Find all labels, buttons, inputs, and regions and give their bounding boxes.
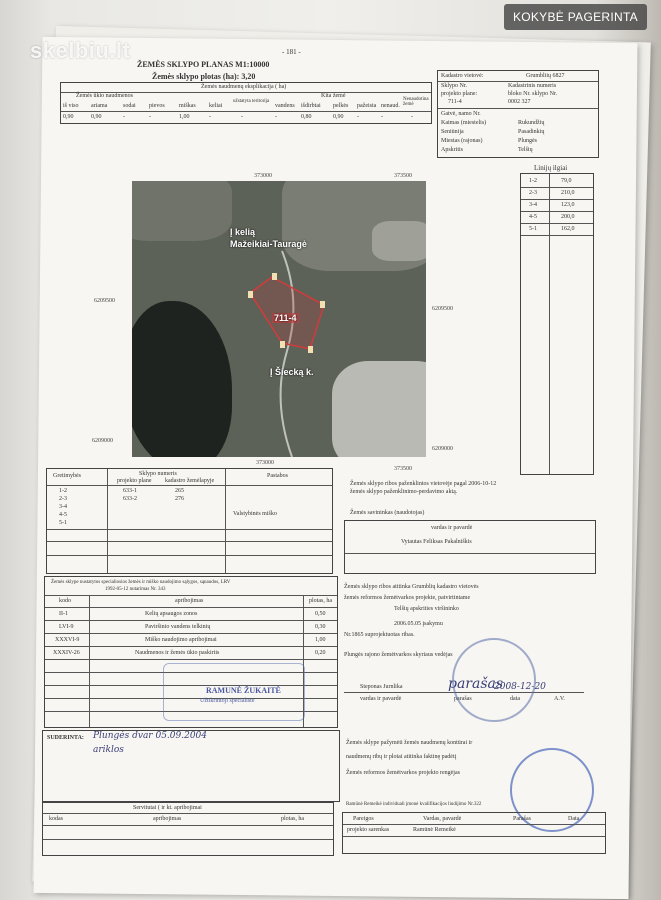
divider — [438, 81, 598, 82]
cadastre-row-label: Gatvė, namo Nr. — [441, 111, 481, 117]
parcel-point-marker — [248, 291, 253, 298]
cadastre-row-value: Plungės — [518, 138, 538, 144]
line-segment: 2-3 — [529, 190, 537, 196]
designer-table — [342, 812, 606, 854]
col-unused: nenaud. — [381, 103, 400, 109]
designer-role: projekto sarenkas — [347, 827, 390, 833]
restriction-area: 1,00 — [315, 637, 326, 643]
cadastre-row-label: Apskritis — [441, 147, 464, 153]
divider — [47, 541, 332, 542]
other-header: Kita žemė — [321, 93, 346, 99]
line-length: 123,0 — [561, 202, 575, 208]
neighbor-segment: 2-3 — [59, 496, 67, 502]
divider — [521, 235, 593, 236]
plan-area: Žemės sklypo plotas (ha): 3,20 — [152, 72, 256, 81]
coord-top-left: 373000 — [254, 173, 272, 179]
servitudes-table — [42, 802, 334, 856]
designer-col: Pareigos — [353, 816, 374, 822]
line-segment: 4-5 — [529, 214, 537, 220]
approval-line: Plungės rajono žemėtvarkos skyriaus vedėjas — [344, 652, 453, 658]
servitudes-col: kodas — [49, 816, 63, 822]
cadastre-row-value: Kadastrinis numeris — [508, 83, 557, 89]
val-meadows: - — [149, 114, 151, 120]
divider — [47, 529, 332, 530]
divider — [521, 187, 593, 188]
coord-right-bottom: 6209000 — [432, 446, 453, 452]
line-segment: 3-4 — [529, 202, 537, 208]
val-damaged: - — [357, 114, 359, 120]
neighbors-header: Gretimybės — [53, 473, 81, 479]
marking-note: Žemės sklypo ribos paženklintos vietovėje pagal 2006-10-12 — [350, 481, 497, 487]
col-meadows: pievos — [149, 103, 165, 109]
stamp-name: RAMUNĖ ŽUKAITĖ — [206, 686, 281, 695]
approver-signature: parašas — [448, 676, 504, 692]
sig-label: data — [510, 696, 520, 702]
neighbors-header: Pastabos — [267, 473, 288, 479]
agreed-label: SUDERINTA: — [47, 735, 84, 741]
col-unusable: Nenaudotina žemė — [403, 97, 429, 107]
map-label-south: Į Šiecką k. — [270, 367, 314, 377]
servitudes-col: plotas, ha — [281, 816, 304, 822]
val-total: 0,90 — [63, 114, 74, 120]
marking-note-2: žemės sklypo paženklinimo-perdavimo aktą. — [350, 489, 458, 495]
cadastre-label: Kadastro vietovė: — [441, 73, 484, 79]
cadastre-box — [437, 70, 599, 158]
servitudes-col: apribojimas — [153, 816, 182, 822]
cadastre-row-value: Rukundžių — [518, 120, 545, 126]
divider — [521, 199, 593, 200]
neighbor-segment: 3-4 — [59, 504, 67, 510]
neighbor-segment: 1-2 — [59, 488, 67, 494]
line-length: 79,0 — [561, 178, 572, 184]
approval-line: žemės reformos žemėtvarkos projekte, patvirtintame — [344, 595, 471, 601]
col-damaged: pažeista — [357, 103, 377, 109]
land-plan-document — [32, 48, 632, 896]
approval-line: 2006.05.05 įsakymu — [394, 621, 443, 627]
coord-left-bottom: 6209000 — [92, 438, 113, 444]
watermark: skelbiu.lt — [30, 38, 131, 63]
restrictions-col: apribojimas — [175, 598, 204, 604]
sig-label: parašas — [454, 696, 472, 702]
neighbor-cadastre: 265 — [175, 488, 184, 494]
divider — [89, 595, 90, 727]
neighbor-cadastre: 276 — [175, 496, 184, 502]
divider — [549, 174, 550, 474]
bottom-right-line: naudmenų ribų ir plotai atitinka faktinę padėtį — [346, 754, 457, 760]
restriction-code: XXXIV-26 — [53, 650, 80, 656]
approval-stamp — [163, 663, 305, 721]
col-swamp: pelkės — [333, 103, 349, 109]
line-length: 162,0 — [561, 226, 575, 232]
cadastre-row-label: 711-4 — [448, 99, 462, 105]
neighbor-project: 633-2 — [123, 496, 137, 502]
neighbors-subheader: projekto plane — [117, 478, 152, 484]
val-built: - — [241, 114, 243, 120]
col-water: vandens — [275, 103, 295, 109]
divider — [61, 111, 431, 112]
restrictions-col: kodo — [59, 598, 71, 604]
restriction-area: 0,20 — [315, 650, 326, 656]
neighbor-segment: 4-5 — [59, 512, 67, 518]
quality-badge: KOKYBĖ PAGERINTA — [504, 4, 647, 30]
restriction-name: Kelių apsaugos zonos — [145, 611, 198, 617]
cadastre-row-label: Sklypo Nr. — [441, 83, 468, 89]
divider — [43, 839, 333, 840]
neighbor-project: 633-1 — [123, 488, 137, 494]
approval-line: Žemės sklypo ribos atitinka Grumblių kadastro vietovės — [344, 584, 479, 590]
line-length: 200,0 — [561, 214, 575, 220]
designer-col: Vardas, pavardė — [423, 816, 462, 822]
plan-title: ŽEMĖS SKLYPO PLANAS M1:10000 — [137, 60, 270, 69]
val-arable: 0,90 — [91, 114, 102, 120]
val-unused: - — [381, 114, 383, 120]
page-number: - 181 - — [282, 48, 301, 56]
parcel-point-marker — [308, 346, 313, 353]
bottom-right-line: Žemės reformos žemėtvarkos projekto rengėjas — [346, 770, 460, 776]
agreed-handwriting-2: ariklos — [93, 745, 124, 755]
col-gardens: sodai — [123, 103, 136, 109]
val-forest: 1,00 — [179, 114, 190, 120]
divider — [225, 469, 226, 573]
val-water: - — [275, 114, 277, 120]
cadastre-row-value: Pasadinkių — [518, 129, 545, 135]
landuse-table — [60, 82, 432, 124]
owner-name: Vytautas Feliksas Pakalniškis — [401, 539, 472, 545]
col-arable: ariamа — [91, 103, 108, 109]
designer-name: Ramūnė Remeikė — [413, 827, 456, 833]
sig-label: vardas ir pavardė — [360, 696, 402, 702]
line-length: 210,0 — [561, 190, 575, 196]
divider — [43, 825, 333, 826]
designer-col: Parašas — [513, 816, 531, 822]
divider — [47, 555, 332, 556]
agreed-box — [42, 730, 340, 802]
stamp-role: Užtikrintoji specialistė — [200, 698, 255, 704]
agri-header: Žemės ūkio naudmenos — [76, 93, 133, 99]
cadastre-row-label: projekto plane: — [441, 91, 478, 97]
val-gardens: - — [123, 114, 125, 120]
line-segment: 1-2 — [529, 178, 537, 184]
restriction-name: Miško naudojimo apribojimai — [145, 637, 217, 643]
approval-line: Telšių apskrities viršininko — [394, 606, 459, 612]
designer-col: Data — [568, 816, 580, 822]
val-swamp: 0,90 — [333, 114, 344, 120]
val-roads: - — [209, 114, 211, 120]
restriction-code: LVI-9 — [59, 624, 74, 630]
divider — [521, 223, 593, 224]
neighbors-table — [46, 468, 333, 574]
map-label-road: Į kelią — [230, 227, 256, 237]
cadastre-row-value: Telšių — [518, 147, 533, 153]
restrictions-title-2: 1992-05-12 nutarimas Nr. 343 — [105, 587, 166, 592]
divider — [345, 553, 595, 554]
restrictions-col: plotas, ha — [309, 598, 332, 604]
cadastre-row-label: Seniūnija — [441, 129, 464, 135]
cadastre-value: Grumbliių 6827 — [526, 73, 565, 79]
divider — [343, 824, 605, 825]
divider — [61, 92, 431, 93]
col-roads: keliai — [209, 103, 223, 109]
neighbor-owner: Valstybinės miško — [233, 511, 277, 517]
agreed-handwriting: Plungės dvar 05.09.2004 — [93, 731, 207, 741]
restriction-area: 0,30 — [315, 624, 326, 630]
coord-top-right: 373500 — [394, 173, 412, 179]
servitudes-header: Servitutai ( ir kt. apribojimai — [133, 805, 202, 811]
parcel-point-marker — [272, 273, 277, 280]
lines-title: Linijų ilgiai — [534, 164, 568, 172]
restrictions-table — [44, 576, 338, 728]
bottom-right-line: Ramūnė Remeikė individuali įmonė kvalifikacijos liudijimo Nr.322 — [346, 802, 482, 807]
val-cultivated: 0,80 — [301, 114, 312, 120]
aerial-map — [132, 181, 426, 457]
coord-right-mid: 6209500 — [432, 306, 453, 312]
lines-table — [520, 173, 594, 475]
restrictions-title: Žemės sklype nustatytos specialiosios žemės ir miško naudojimo sąlygos, sąnaudos, LRV — [51, 580, 231, 585]
owner-sub: vardas ir pavardė — [431, 525, 473, 531]
coord-bottom-right: 373500 — [394, 466, 412, 472]
map-label-road-2: Mažeikiai-Tauragė — [230, 239, 307, 249]
cadastre-row-label: Miestas (rajonas) — [441, 138, 483, 144]
divider — [43, 813, 333, 814]
col-built: užstatyta teritorija — [233, 99, 270, 104]
restriction-code: XXXVI-9 — [55, 637, 80, 643]
divider — [521, 211, 593, 212]
neighbors-subheader: kadastro žemėlapyje — [165, 478, 215, 484]
col-total: iš viso — [63, 103, 79, 109]
cadastre-row-label: Kaimas (miestelis) — [441, 120, 487, 126]
parcel-label: 711-4 — [274, 313, 297, 323]
restriction-name: Paviršinio vandens telkinių — [145, 624, 211, 630]
divider — [107, 469, 108, 573]
line-segment: 5-1 — [529, 226, 537, 232]
coord-left-mid: 6209500 — [94, 298, 115, 304]
parcel-point-marker — [320, 301, 325, 308]
restriction-name: Naudmenos ir žemės ūkio paskirtis — [135, 650, 220, 656]
divider — [438, 108, 598, 109]
val-unusable: - — [411, 114, 413, 120]
divider — [343, 836, 605, 837]
parcel-point-marker — [280, 341, 285, 348]
round-stamp — [452, 638, 536, 722]
owner-box — [344, 520, 596, 574]
col-forest: miškas — [179, 103, 196, 109]
neighbors-header: Sklypo numeris — [139, 471, 177, 477]
col-cultivated: išdirbtai — [301, 103, 321, 109]
bottom-right-line: Žemės sklype pažymėti žemės naudmenų kontūrai ir — [346, 740, 473, 746]
cadastre-row-value: 0002 327 — [508, 99, 531, 105]
divider — [47, 485, 332, 486]
neighbor-segment: 5-1 — [59, 520, 67, 526]
approval-date: 2008-12-20 — [494, 682, 546, 692]
restriction-area: 0,50 — [315, 611, 326, 617]
sig-label: A.V. — [554, 696, 565, 702]
approval-line: Nr.1865 suprojektuotas ribas. — [344, 632, 415, 638]
owner-label: Žemės savininkas (naudotojas) — [350, 510, 425, 516]
landuse-header: Žemės naudmenų eksplikacija ( ha) — [201, 84, 287, 90]
restriction-code: II-1 — [59, 611, 68, 617]
cadastre-row-value: blokо Nr. sklypo Nr. — [508, 91, 558, 97]
coord-bottom-left: 373000 — [256, 460, 274, 466]
approver-name: Steponas Jurnlika — [360, 684, 403, 690]
